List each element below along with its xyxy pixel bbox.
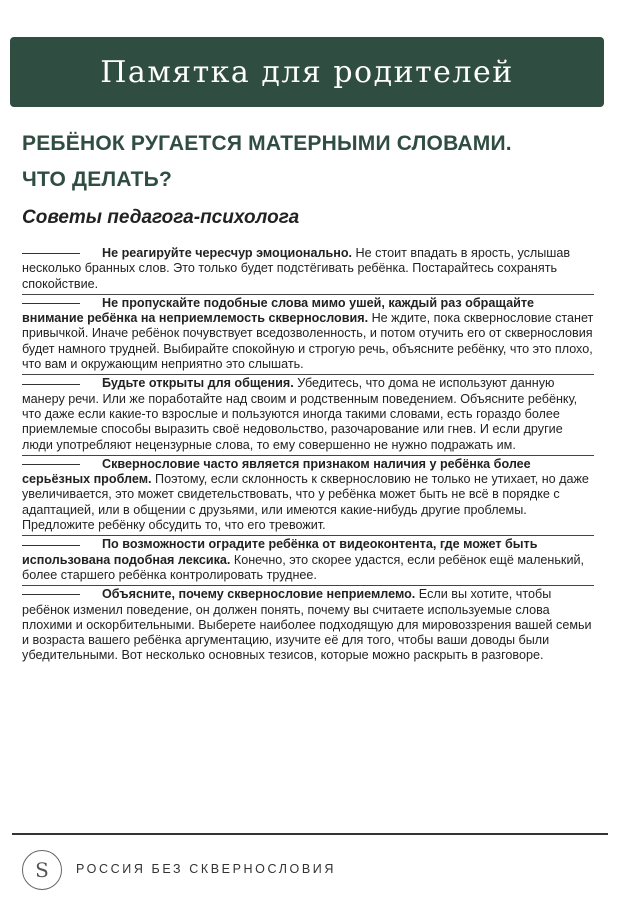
tip-lead: Не реагируйте чересчур эмоционально. bbox=[102, 246, 353, 260]
tip-marker-line bbox=[22, 303, 80, 304]
tip-lead: Будьте открыты для общения. bbox=[102, 376, 294, 391]
tip-lead: По возможности оградите ребёнка от видеоконтента, где может быть использована подобная лексика. bbox=[22, 537, 538, 567]
footer-organization-name: РОССИЯ БЕЗ СКВЕРНОСЛОВИЯ bbox=[76, 862, 336, 876]
tip-item bbox=[22, 246, 594, 292]
tip-marker-line bbox=[22, 253, 80, 254]
headline-line-1: РЕБЁНОК РУГАЕТСЯ МАТЕРНЫМИ СЛОВАМИ. bbox=[22, 132, 512, 155]
tips-list bbox=[22, 246, 594, 668]
footer-divider bbox=[12, 833, 608, 835]
tip-item bbox=[22, 587, 594, 663]
tip-item bbox=[22, 376, 594, 452]
subheading: Советы педагога-психолога bbox=[22, 207, 300, 228]
tip-lead: Объясните, почему сквернословие неприемлемо. bbox=[102, 587, 416, 602]
headline-line-2: ЧТО ДЕЛАТЬ? bbox=[22, 168, 172, 191]
tip-item bbox=[22, 296, 594, 372]
tip-body: Не ждите, пока сквернословие станет привычкой. Иначе ребёнок почувствует вседозволенность, и потом отучить его от сквернословия будет намного трудней. Выбирайте спокойную и строгую речь, объясните ребёнку, что это плохо, что вам и окружающим неприятно это слышать. bbox=[22, 311, 594, 372]
tip-item bbox=[22, 457, 594, 533]
page-title: Памятка для родителей bbox=[100, 54, 514, 90]
tip-body: Убедитесь, что дома не используют данную манеру речи. Или же поработайте над своим и родственным поведением. Объясните ребёнку, что даже если какие-то взрослые и пользуются иногда такими словами, есть гораздо более приемлемые способы выразить своё недовольство, разочарование или гнев. И если другие люди употребляют нецензурные слова, то ему совершенно не нужно подражать им. bbox=[22, 376, 578, 452]
tip-marker-line bbox=[22, 384, 80, 385]
tip-body: Конечно, это скорее удастся, если ребёнок ещё маленький, более старшего ребёнка контролировать труднее. bbox=[22, 552, 585, 582]
tip-body: Если вы хотите, чтобы ребёнок изменил поведение, он должен понять, почему вы считаете используемые слова плохими и оскорбительными. Выберете наиболее подходящую для мировоззрения вашей семьи и возраста вашего ребёнка аргументацию, изучите её для того, чтобы ваши доводы были убедительными. Вот несколько основных тезисов, которые можно раскрыть в разговоре. bbox=[22, 587, 592, 663]
tip-body: Не стоит впадать в ярость, услышав несколько бранных слов. Это только будет подстёгивать ребёнка. Постарайтесь сохранять спокойствие. bbox=[22, 246, 571, 291]
tip-marker-line bbox=[22, 545, 80, 546]
tip-lead: Не пропускайте подобные слова мимо ушей, каждый раз обращайте внимание ребёнка на неприемлемость сквернословия. bbox=[22, 295, 535, 326]
headline bbox=[22, 126, 612, 198]
tip-item bbox=[22, 537, 594, 583]
tip-marker-line bbox=[22, 594, 80, 595]
tip-lead: Сквернословие часто является признаком наличия у ребёнка более серьёзных проблем. bbox=[22, 456, 531, 487]
header-banner bbox=[10, 37, 604, 107]
organization-logo-icon bbox=[22, 850, 62, 890]
tip-body: Поэтому, если склонность к сквернословию не только не утихает, но даже увеличивается, это может свидетельствовать, что у ребёнка может быть не всё в порядке с адаптацией, или в общении с друзьями, или имеются какие-нибудь другие проблемы. Предложите ребёнку обсудить то, что его тревожит. bbox=[22, 472, 589, 533]
logo-glyph: S bbox=[35, 858, 49, 882]
tip-marker-line bbox=[22, 464, 80, 465]
